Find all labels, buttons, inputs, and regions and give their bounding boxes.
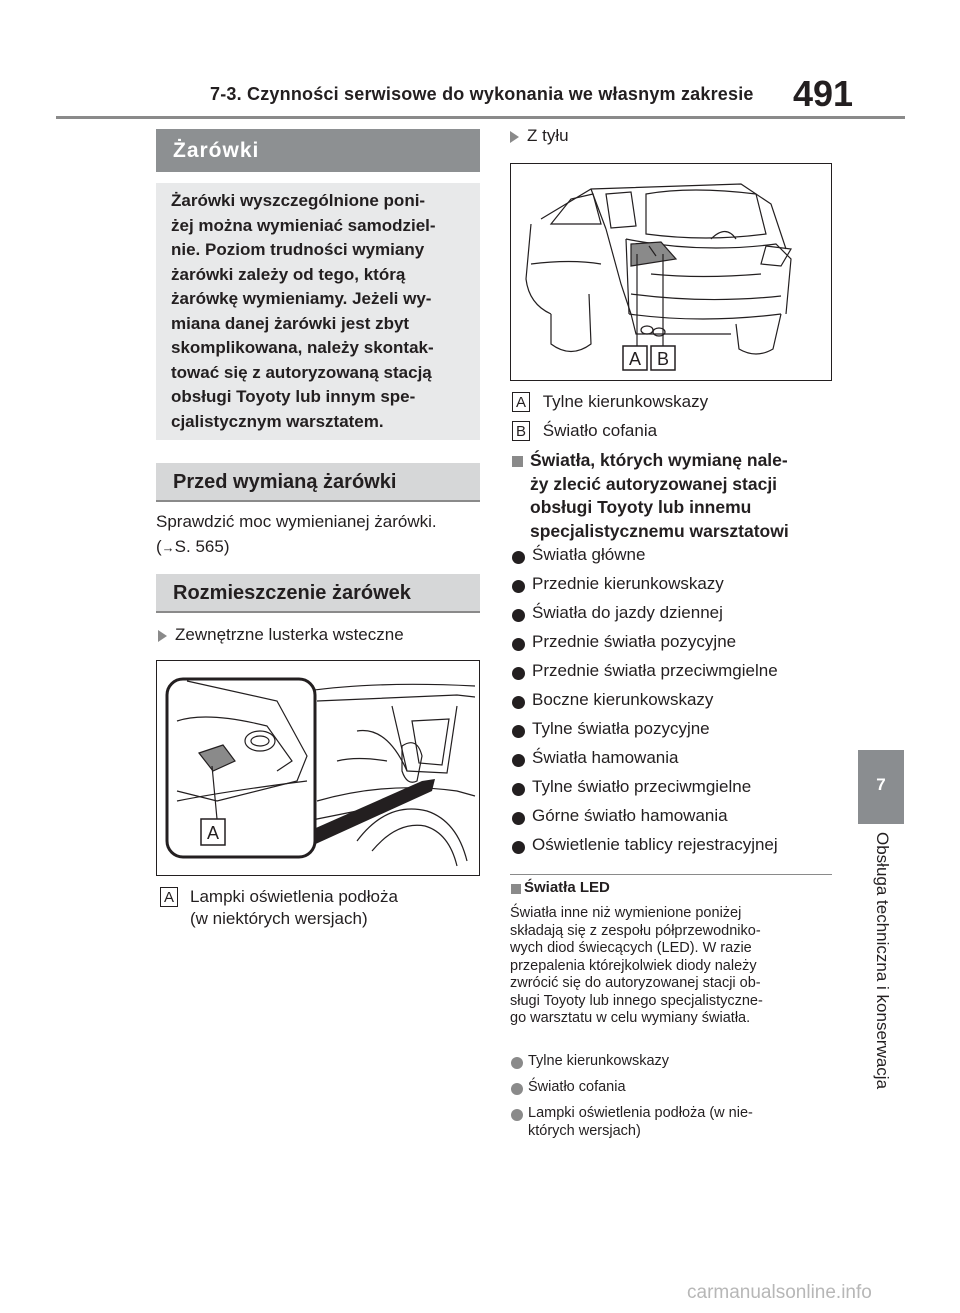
intro-line: żarówki zależy od tego, którą (171, 264, 406, 284)
bullet-icon (512, 696, 525, 709)
intro-line: Żarówki wyszczególnione poni- (171, 191, 426, 210)
list-item (512, 632, 832, 661)
intro-line: żej można wymieniać samodziel- (171, 215, 436, 235)
led-text-line: Światła inne niż wymienione poniżej (510, 905, 742, 921)
list-item-label: Boczne kierunkowskazy (532, 690, 714, 709)
bullet-icon (512, 812, 525, 825)
list-item-label: Górne światło hamowania (532, 806, 728, 825)
list-item-label: Tylne światło przeciwmgielne (532, 777, 752, 796)
list-item-label: Przednie kierunkowskazy (532, 574, 724, 593)
figure-callout-a: A (206, 823, 220, 843)
intro-line: cjalistycznym warsztatem. (171, 411, 384, 431)
divider (510, 874, 832, 875)
legend-a-line-1: Lampki oświetlenia podłoża (190, 887, 398, 906)
figure-callout-a: A (628, 349, 642, 369)
intro-line: skomplikowana, należy skontak- (171, 338, 434, 357)
intro-line: tować się z autoryzowaną stacją (171, 362, 432, 382)
watermark: carmanualsonline.info (687, 1282, 872, 1303)
header-rule (56, 116, 905, 119)
arrow-right-icon: → (161, 540, 175, 555)
led-item-line: których wersjach) (528, 1122, 641, 1139)
bullet-icon (512, 580, 525, 593)
list-item-label: Tylne światła pozycyjne (532, 719, 710, 738)
check-wattage-text (156, 511, 486, 559)
chapter-title: Obsługa techniczna i konserwacja (873, 832, 892, 1090)
led-text-line: wych diod świecących (LED). W razie (510, 940, 752, 956)
mirrors-label: Zewnętrzne lusterka wsteczne (175, 625, 404, 644)
led-text-line: sługi Toyoty lub innego specjalistyczne- (510, 992, 763, 1009)
dealer-heading-line: ży zlecić autoryzowanej stacji (530, 473, 778, 494)
intro-line: miana danej żarówki jest zbyt (171, 313, 410, 333)
square-bullet-icon (512, 456, 523, 467)
check-line-2[interactable] (156, 536, 486, 559)
led-item: Światło cofania (528, 1079, 626, 1095)
legend-key-b: B (512, 421, 530, 441)
triangle-bullet-icon (158, 630, 167, 642)
led-item-line: Lampki oświetlenia podłoża (w nie- (528, 1105, 753, 1121)
list-item (512, 748, 832, 777)
list-item (512, 603, 832, 632)
list-item (512, 806, 832, 835)
led-item (528, 1105, 753, 1140)
led-text-line: składają się z zespołu półprzewodniko- (510, 922, 761, 939)
bullet-icon (512, 551, 525, 564)
rear-figure (510, 163, 832, 381)
bullet-icon (512, 754, 525, 767)
heading-bulb-locations: Rozmieszczenie żarówek (156, 574, 480, 613)
dealer-list (512, 545, 832, 864)
paren-open: ( (156, 537, 162, 556)
dealer-heading-line: obsługi Toyoty lub innemu (530, 497, 752, 517)
list-item-label: Światła główne (532, 545, 646, 564)
heading-before-replacement: Przed wymianą żarówki (156, 463, 480, 502)
rear-subhead (510, 125, 569, 147)
page-reference-link[interactable]: S. 565) (174, 537, 230, 556)
legend-key-a: A (512, 392, 530, 412)
list-item (512, 545, 832, 574)
list-item-label: Przednie światła przeciwmgielne (532, 661, 778, 680)
led-text-line: zwrócić się do autoryzowanej stacji ob- (510, 975, 761, 991)
page-number: 491 (793, 73, 854, 114)
led-paragraph (510, 905, 840, 1028)
rear-car-illustration (511, 164, 830, 379)
legend-text-b: Światło cofania (542, 421, 658, 440)
legend-a-line-2: (w niektórych wersjach) (190, 909, 368, 928)
intro-line: żarówkę wymieniamy. Jeżeli wy- (171, 289, 432, 308)
chapter-tab: 7 (858, 750, 904, 824)
intro-line: obsługi Toyoty lub innym spe- (171, 387, 416, 406)
figure-callout-b: B (656, 349, 670, 369)
legend-a (160, 886, 480, 928)
mirror-illustration (157, 661, 478, 874)
bullet-icon (512, 725, 525, 738)
dealer-heading-line: Światła, których wymianę nale- (530, 450, 788, 470)
bullet-icon (512, 783, 525, 796)
list-item (512, 574, 832, 603)
legend-rear-b (512, 420, 657, 442)
list-item (512, 719, 832, 748)
mirrors-subhead (158, 624, 404, 646)
list-item (512, 690, 832, 719)
list-item-label: Światła hamowania (532, 748, 679, 767)
legend-key-a: A (160, 887, 178, 907)
intro-box (156, 183, 480, 440)
led-heading: Światła LED (524, 879, 610, 896)
list-item-label: Światła do jazdy dziennej (532, 603, 723, 622)
square-bullet-icon (511, 884, 521, 894)
bullet-icon (511, 1083, 523, 1095)
heading-bulbs: Żarówki (156, 129, 480, 172)
dealer-heading-line: specjalistycznemu warsztatowi (530, 520, 789, 541)
triangle-bullet-icon (510, 131, 519, 143)
led-text-line: go warsztatu w celu wymiany światła. (510, 1010, 751, 1026)
bullet-icon (512, 609, 525, 622)
intro-line: nie. Poziom trudności wymiany (171, 240, 425, 259)
list-item-label: Oświetlenie tablicy rejestracyjnej (532, 835, 778, 854)
bullet-icon (512, 667, 525, 680)
dealer-heading (530, 449, 840, 543)
legend-rear-a (512, 391, 708, 413)
list-item (512, 777, 832, 806)
legend-text-a: Tylne kierunkowskazy (542, 392, 709, 411)
mirror-figure (156, 660, 480, 876)
list-item (512, 661, 832, 690)
bullet-icon (512, 841, 525, 854)
check-line-1: Sprawdzić moc wymienianej żarówki. (156, 512, 437, 531)
list-item (512, 835, 832, 864)
led-item: Tylne kierunkowskazy (528, 1053, 670, 1069)
bullet-icon (511, 1109, 523, 1121)
rear-label: Z tyłu (527, 126, 569, 145)
section-title: 7-3. Czynności serwisowe do wykonania we własnym zakresie (210, 84, 754, 104)
list-item-label: Przednie światła pozycyjne (532, 632, 737, 651)
led-text-line: przepalenia którejkolwiek diody należy (510, 957, 757, 974)
bullet-icon (511, 1057, 523, 1069)
bullet-icon (512, 638, 525, 651)
